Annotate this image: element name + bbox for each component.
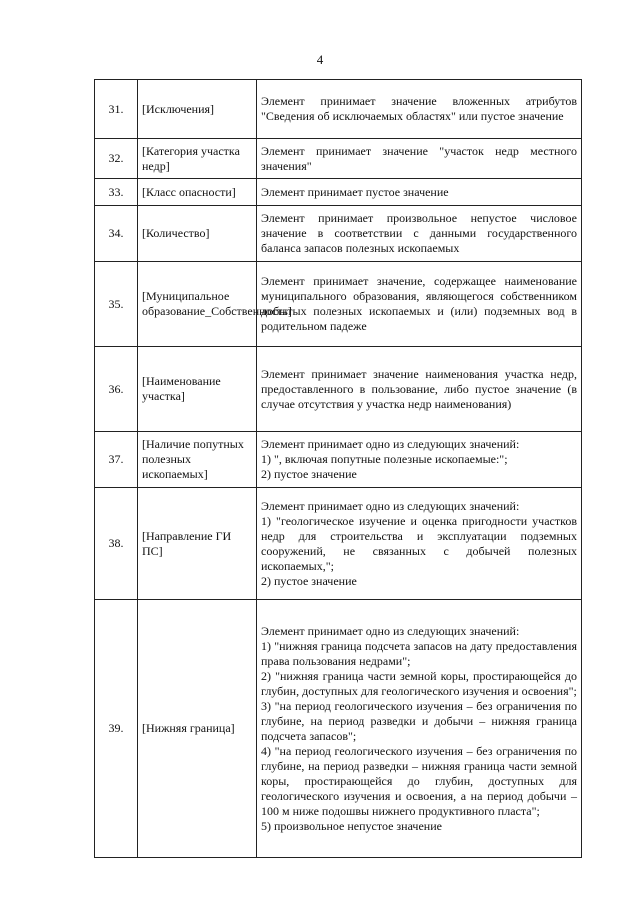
attributes-table bbox=[94, 79, 582, 858]
description-line: Элемент принимает одно из следующих значений: bbox=[261, 498, 520, 513]
page-number: 4 bbox=[316, 52, 324, 67]
attribute-name: [Количество] bbox=[138, 206, 257, 262]
row-number: 36. bbox=[95, 347, 138, 432]
row-number: 37. bbox=[95, 432, 138, 488]
attribute-name: [Нижняя граница] bbox=[138, 600, 257, 858]
attribute-description bbox=[257, 139, 582, 179]
attribute-name: [Наличие попутных полезных ископаемых] bbox=[138, 432, 257, 488]
row-number: 33. bbox=[95, 179, 138, 206]
attribute-name: [Категория участка недр] bbox=[138, 139, 257, 179]
table-row bbox=[95, 600, 582, 858]
table-row bbox=[95, 488, 582, 600]
attribute-name: [Исключения] bbox=[138, 80, 257, 139]
attribute-description bbox=[257, 80, 582, 139]
description-line: 5) произвольное непустое значение bbox=[261, 818, 442, 833]
attribute-description bbox=[257, 179, 582, 206]
description-line: 4) "на период геологического изучения – без ограничения по глубине, на период разведки – нижняя граница части земной коры, простирающейся до глубин, доступных для геологического изучения и освоения, а на период добычи – 100 м ниже подошвы нижнего продуктивного пласта"; bbox=[261, 743, 577, 818]
description-line: Элемент принимает значение "участок недр местного значения" bbox=[261, 143, 577, 173]
attribute-name: [Наименование участка] bbox=[138, 347, 257, 432]
table-row bbox=[95, 262, 582, 347]
description-line: 1) "нижняя граница подсчета запасов на дату предоставления права пользования недрами"; bbox=[261, 638, 577, 668]
attribute-description bbox=[257, 262, 582, 347]
row-number: 34. bbox=[95, 206, 138, 262]
attribute-name: [Направление ГИ ПС] bbox=[138, 488, 257, 600]
description-line: 1) "геологическое изучение и оценка пригодности участков недр для строительства и эксплуатации подземных сооружений, не связанных с добычей полезных ископаемых,"; bbox=[261, 513, 577, 573]
description-line: 1) ", включая попутные полезные ископаемые:"; bbox=[261, 452, 508, 466]
description-line: Элемент принимает значение наименования участка недр, предоставленного в пользование, либо пустое значение (в случае отсутствия у участка недр наименования) bbox=[261, 366, 577, 411]
description-line: Элемент принимает одно из следующих значений: bbox=[261, 437, 520, 451]
table-row bbox=[95, 139, 582, 179]
table-row bbox=[95, 80, 582, 139]
table-row bbox=[95, 179, 582, 206]
description-line: Элемент принимает одно из следующих значений: bbox=[261, 623, 520, 638]
description-line: Элемент принимает пустое значение bbox=[261, 184, 449, 199]
attribute-description bbox=[257, 347, 582, 432]
description-line: Элемент принимает значение вложенных атрибутов "Сведения об исключаемых областях" или пустое значение bbox=[261, 94, 577, 123]
attribute-description bbox=[257, 600, 582, 858]
description-line: 2) пустое значение bbox=[261, 467, 357, 481]
attribute-name: [Муниципальное образование_Собственность] bbox=[138, 262, 257, 347]
description-line: 3) "на период геологического изучения – без ограничения по глубине, на период разведки и добычи – нижняя граница подсчета запасов"; bbox=[261, 698, 577, 743]
description-line: 2) "нижняя граница части земной коры, простирающейся до глубин, доступных для геологического изучения и освоения"; bbox=[261, 668, 577, 698]
row-number: 38. bbox=[95, 488, 138, 600]
description-line: Элемент принимает произвольное непустое числовое значение в соответствии с данными государственного баланса запасов полезных ископаемых bbox=[261, 211, 577, 255]
row-number: 39. bbox=[95, 600, 138, 858]
row-number: 31. bbox=[95, 80, 138, 139]
attribute-description bbox=[257, 488, 582, 600]
attribute-description bbox=[257, 432, 582, 488]
description-line: Элемент принимает значение, содержащее наименование муниципального образования, являющегося собственником добытых полезных ископаемых и (или) подземных вод в родительном падеже bbox=[261, 274, 577, 333]
attribute-description bbox=[257, 206, 582, 262]
table-row bbox=[95, 206, 582, 262]
row-number: 35. bbox=[95, 262, 138, 347]
attribute-name: [Класс опасности] bbox=[138, 179, 257, 206]
description-line: 2) пустое значение bbox=[261, 573, 357, 588]
table-row bbox=[95, 347, 582, 432]
table-row bbox=[95, 432, 582, 488]
row-number: 32. bbox=[95, 139, 138, 179]
